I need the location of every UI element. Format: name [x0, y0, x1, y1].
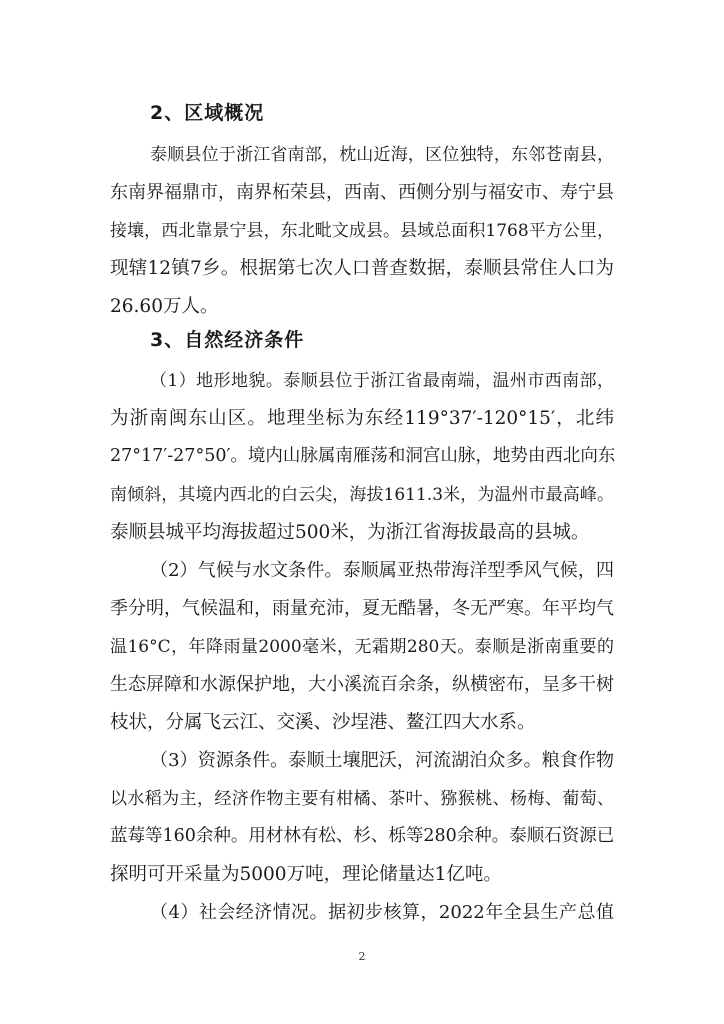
paragraph-line: 南倾斜，其境内西北的白云尖，海拔1611.3米，为温州市最高峰。 — [110, 485, 614, 505]
paragraph-line: （2）气候与水文条件。泰顺属亚热带海洋型季风气候，四 — [150, 560, 614, 581]
paragraph-line: 泰顺县城平均海拔超过500米，为浙江省海拔最高的县城。 — [110, 522, 590, 543]
paragraph-line: 27°17′-27°50′。境内山脉属南雁荡和洞宫山脉，地势由西北向东 — [110, 446, 616, 466]
section-heading-region-overview: 2、区域概况 — [150, 102, 265, 124]
paragraph-line: 枝状，分属飞云江、交溪、沙埕港、鳌江四大水系。 — [110, 712, 536, 733]
paragraph-line: 以水稻为主，经济作物主要有柑橘、茶叶、猕猴桃、杨梅、葡萄、 — [110, 789, 614, 809]
page-number: 2 — [358, 950, 366, 963]
paragraph-line: （4）社会经济情况。据初步核算，2022年全县生产总值 — [150, 902, 614, 923]
paragraph-line: 现辖12镇7乡。根据第七次人口普查数据，泰顺县常住人口为 — [110, 258, 614, 279]
paragraph-line: 蓝莓等160余种。用材林有松、杉、栎等280余种。泰顺石资源已 — [110, 826, 615, 846]
paragraph-line: 泰顺县位于浙江省南部，枕山近海，区位独特，东邻苍南县， — [150, 145, 614, 165]
section-heading-natural-economic: 3、自然经济条件 — [150, 329, 305, 351]
paragraph-line: 26.60万人。 — [110, 296, 219, 317]
paragraph-line: （1）地形地貌。泰顺县位于浙江省最南端，温州市西南部， — [150, 371, 614, 391]
paragraph-line: 为浙南闽东山区。地理坐标为东经119°37′-120°15′，北纬 — [110, 408, 614, 429]
paragraph-line: 探明可开采量为5000万吨，理论储量达1亿吨。 — [110, 864, 502, 885]
paragraph-line: （3）资源条件。泰顺土壤肥沃，河流湖泊众多。粮食作物 — [150, 750, 614, 771]
paragraph-line: 生态屏障和水源保护地，大小溪流百余条，纵横密布，呈多干树 — [110, 674, 614, 695]
paragraph-line: 接壤，西北靠景宁县，东北毗文成县。县域总面积1768平方公里， — [110, 221, 614, 241]
paragraph-line: 东南界福鼎市，南界柘荣县，西南、西侧分别与福安市、寿宁县 — [110, 182, 614, 203]
paragraph-line: 温16°C，年降雨量2000毫米，无霜期280天。泰顺是浙南重要的 — [110, 637, 614, 657]
paragraph-line: 季分明，气候温和，雨量充沛，夏无酷暑，冬无严寒。年平均气 — [110, 598, 614, 619]
